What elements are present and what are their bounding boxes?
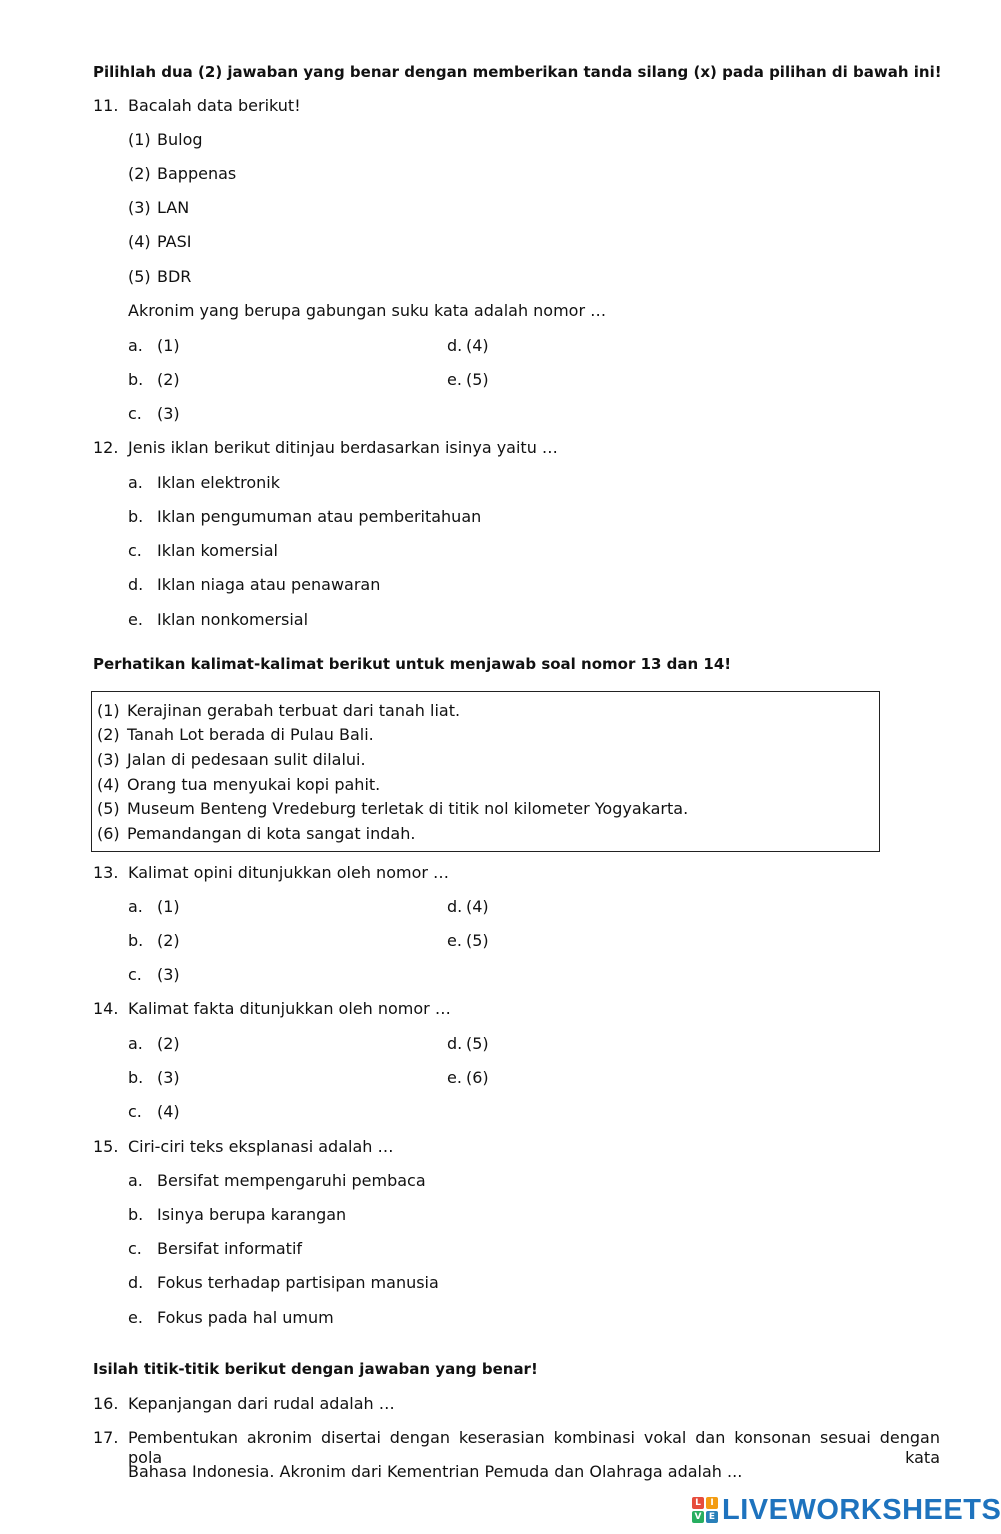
q15-text: Ciri-ciri teks eksplanasi adalah …: [128, 1137, 394, 1156]
logo-tile: E: [706, 1511, 718, 1523]
q15-option-b[interactable]: Isinya berupa karangan: [157, 1205, 347, 1224]
q11-option-letter: a.: [128, 336, 143, 355]
q11-item-text: Bappenas: [157, 164, 237, 183]
q13-option-b[interactable]: (2): [157, 931, 180, 950]
q12-option-b[interactable]: Iklan pengumuman atau pemberitahuan: [157, 507, 482, 526]
q14-number: 14.: [93, 999, 119, 1018]
logo-tile: L: [692, 1497, 704, 1509]
q15-option-d[interactable]: Fokus terhadap partisipan manusia: [157, 1273, 439, 1292]
q14-option-letter: c.: [128, 1102, 142, 1121]
q15-option-letter: c.: [128, 1239, 142, 1258]
q17-number: 17.: [93, 1428, 119, 1447]
q11-number: 11.: [93, 96, 119, 115]
q13-text: Kalimat opini ditunjukkan oleh nomor …: [128, 863, 450, 882]
q15-number: 15.: [93, 1137, 119, 1156]
sentence-num: (6): [97, 824, 120, 843]
sentence-text: Tanah Lot berada di Pulau Bali.: [127, 725, 374, 744]
section-instruction-1: Pilihlah dua (2) jawaban yang benar dengan memberikan tanda silang (x) pada pilihan di bawah ini!: [93, 63, 942, 81]
q13-option-letter: d.: [447, 897, 463, 916]
q11-item-text: PASI: [157, 232, 192, 251]
q12-option-letter: a.: [128, 473, 143, 492]
logo-tile: V: [692, 1511, 704, 1523]
sentence-num: (5): [97, 799, 120, 818]
q11-item-num: (5): [128, 267, 151, 286]
q12-option-letter: b.: [128, 507, 144, 526]
q14-option-letter: d.: [447, 1034, 463, 1053]
q13-option-d[interactable]: (4): [466, 897, 489, 916]
q11-option-letter: d.: [447, 336, 463, 355]
q12-option-e[interactable]: Iklan nonkomersial: [157, 610, 309, 629]
q14-option-c[interactable]: (4): [157, 1102, 180, 1121]
q14-option-d[interactable]: (5): [466, 1034, 489, 1053]
q13-option-letter: c.: [128, 965, 142, 984]
q13-number: 13.: [93, 863, 119, 882]
sentence-text: Jalan di pedesaan sulit dilalui.: [127, 750, 366, 769]
q16-text: Kepanjangan dari rudal adalah …: [128, 1394, 395, 1413]
q11-option-a[interactable]: (1): [157, 336, 180, 355]
q15-option-letter: e.: [128, 1308, 143, 1327]
q11-item-text: Bulog: [157, 130, 203, 149]
q11-item-num: (2): [128, 164, 151, 183]
q11-item-num: (4): [128, 232, 151, 251]
q15-option-c[interactable]: Bersifat informatif: [157, 1239, 303, 1258]
logo-tile: I: [706, 1497, 718, 1509]
q14-option-a[interactable]: (2): [157, 1034, 180, 1053]
sentence-text: Kerajinan gerabah terbuat dari tanah liat.: [127, 701, 461, 720]
q11-option-b[interactable]: (2): [157, 370, 180, 389]
q11-option-letter: c.: [128, 404, 142, 423]
q15-option-letter: a.: [128, 1171, 143, 1190]
sentence-num: (1): [97, 701, 120, 720]
q12-option-letter: d.: [128, 575, 144, 594]
q11-prompt: Akronim yang berupa gabungan suku kata adalah nomor …: [128, 301, 607, 320]
q13-option-e[interactable]: (5): [466, 931, 489, 950]
q14-option-b[interactable]: (3): [157, 1068, 180, 1087]
section-instruction-3: Isilah titik-titik berikut dengan jawaban yang benar!: [93, 1360, 538, 1378]
q13-option-letter: a.: [128, 897, 143, 916]
q13-option-letter: b.: [128, 931, 144, 950]
q12-option-letter: e.: [128, 610, 143, 629]
sentence-text: Orang tua menyukai kopi pahit.: [127, 775, 381, 794]
q11-option-d[interactable]: (4): [466, 336, 489, 355]
q17-text-line1: Pembentukan akronim disertai dengan keserasian kombinasi vokal dan konsonan sesuai dengan pola kata: [128, 1428, 940, 1467]
q11-text: Bacalah data berikut!: [128, 96, 301, 115]
q15-option-letter: d.: [128, 1273, 144, 1292]
q11-option-letter: b.: [128, 370, 144, 389]
q14-text: Kalimat fakta ditunjukkan oleh nomor …: [128, 999, 451, 1018]
q12-option-d[interactable]: Iklan niaga atau penawaran: [157, 575, 381, 594]
logo-grid-icon: [692, 1497, 718, 1523]
q12-option-letter: c.: [128, 541, 142, 560]
q11-item-text: BDR: [157, 267, 192, 286]
q12-number: 12.: [93, 438, 119, 457]
liveworksheets-logo: [692, 1494, 1001, 1526]
q14-option-e[interactable]: (6): [466, 1068, 489, 1087]
q13-option-c[interactable]: (3): [157, 965, 180, 984]
sentence-num: (2): [97, 725, 120, 744]
section-instruction-2: Perhatikan kalimat-kalimat berikut untuk menjawab soal nomor 13 dan 14!: [93, 655, 732, 673]
q11-option-e[interactable]: (5): [466, 370, 489, 389]
q15-option-letter: b.: [128, 1205, 144, 1224]
q12-text: Jenis iklan berikut ditinjau berdasarkan isinya yaitu …: [128, 438, 558, 457]
q13-option-letter: e.: [447, 931, 462, 950]
sentence-text: Museum Benteng Vredeburg terletak di titik nol kilometer Yogyakarta.: [127, 799, 689, 818]
q11-item-num: (1): [128, 130, 151, 149]
q14-option-letter: b.: [128, 1068, 144, 1087]
q14-option-letter: a.: [128, 1034, 143, 1053]
logo-text: LIVEWORKSHEETS: [722, 1493, 1001, 1526]
q11-item-text: LAN: [157, 198, 190, 217]
q13-option-a[interactable]: (1): [157, 897, 180, 916]
q11-option-c[interactable]: (3): [157, 404, 180, 423]
sentence-num: (4): [97, 775, 120, 794]
q16-number: 16.: [93, 1394, 119, 1413]
q11-option-letter: e.: [447, 370, 462, 389]
q11-item-num: (3): [128, 198, 151, 217]
sentence-text: Pemandangan di kota sangat indah.: [127, 824, 416, 843]
q12-option-c[interactable]: Iklan komersial: [157, 541, 278, 560]
q12-option-a[interactable]: Iklan elektronik: [157, 473, 280, 492]
sentence-num: (3): [97, 750, 120, 769]
q17-text-line2: Bahasa Indonesia. Akronim dari Kementrian Pemuda dan Olahraga adalah ...: [128, 1462, 743, 1481]
q15-option-a[interactable]: Bersifat mempengaruhi pembaca: [157, 1171, 426, 1190]
q15-option-e[interactable]: Fokus pada hal umum: [157, 1308, 334, 1327]
q14-option-letter: e.: [447, 1068, 462, 1087]
